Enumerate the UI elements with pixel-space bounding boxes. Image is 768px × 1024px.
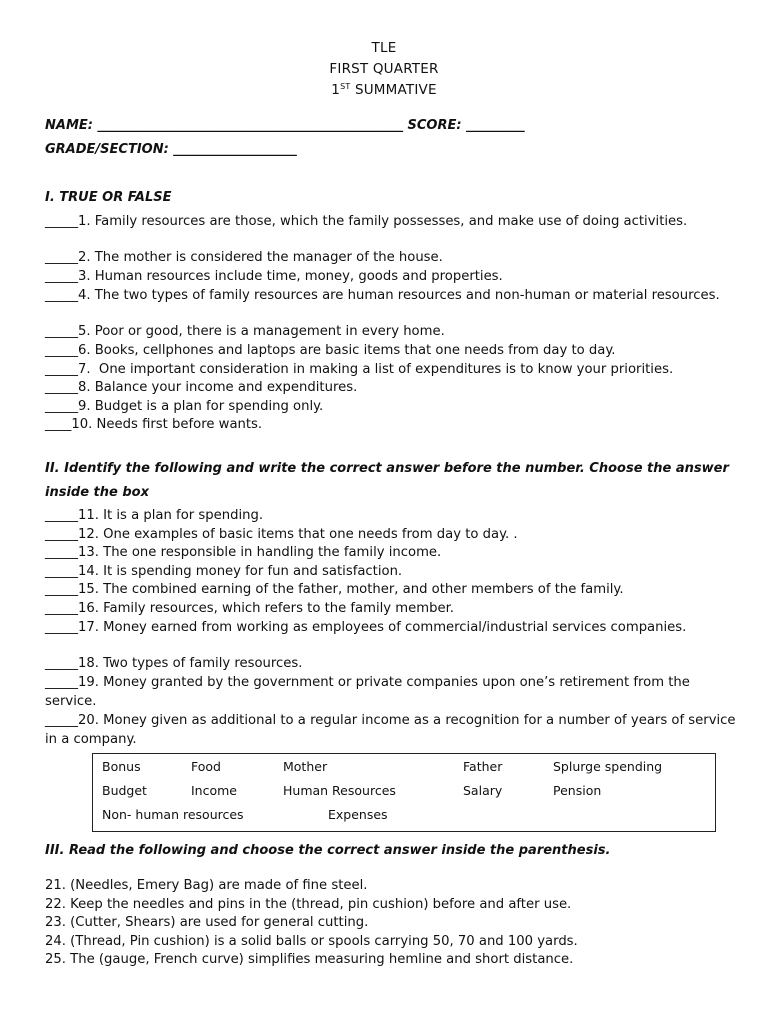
choice-mother: Mother [283, 759, 328, 774]
choice-expenses: Expenses [328, 807, 388, 822]
question-4: _____4. The two types of family resources are human resources and non-human or material resources. [45, 288, 720, 303]
question-17: _____17. Money earned from working as employees of commercial/industrial services companies. [45, 620, 687, 635]
question-1: _____1. Family resources are those, which the family possesses, and make use of doing activities. [45, 214, 688, 229]
question-6: _____6. Books, cellphones and laptops are basic items that one needs from day to day. [45, 343, 616, 358]
choice-human-resources: Human Resources [283, 783, 396, 798]
subject-title: TLE [371, 40, 397, 56]
question-5: _____5. Poor or good, there is a management in every home. [45, 324, 445, 339]
choice-food: Food [191, 759, 221, 774]
choice-bonus: Bonus [102, 759, 141, 774]
summative-label: SUMMATIVE [350, 82, 437, 98]
answer-choices-box [92, 753, 716, 832]
grade-section-field[interactable]: GRADE/SECTION: ___________________ [45, 142, 297, 157]
part1-title: I. TRUE OR FALSE [45, 190, 172, 205]
part2-title-line2: inside the box [45, 485, 149, 500]
question-22: 22. Keep the needles and pins in the (thread, pin cushion) before and after use. [45, 897, 572, 912]
summative-title [0, 82, 768, 98]
name-score-field[interactable]: NAME: _______________________________________________ SCORE: _________ [45, 118, 525, 133]
part3-title: III. Read the following and choose the correct answer inside the parenthesis. [45, 843, 611, 858]
quarter-title: FIRST QUARTER [329, 61, 439, 77]
question-8: _____8. Balance your income and expenditures. [45, 380, 358, 395]
question-9: _____9. Budget is a plan for spending only. [45, 399, 324, 414]
question-25: 25. The (gauge, French curve) simplifies measuring hemline and short distance. [45, 952, 574, 967]
choice-pension: Pension [553, 783, 602, 798]
choice-non-human-resources: Non- human resources [102, 807, 244, 822]
part2-title-line1: II. Identify the following and write the correct answer before the number. Choose the answer [45, 461, 729, 476]
question-14: _____14. It is spending money for fun and satisfaction. [45, 564, 403, 579]
question-19: _____19. Money granted by the government or private companies upon one’s retirement from the service. [45, 675, 690, 709]
question-11: _____11. It is a plan for spending. [45, 508, 264, 523]
choice-splurge-spending: Splurge spending [553, 759, 663, 774]
question-13: _____13. The one responsible in handling the family income. [45, 545, 442, 560]
question-16: _____16. Family resources, which refers to the family member. [45, 601, 454, 616]
question-24: 24. (Thread, Pin cushion) is a solid balls or spools carrying 50, 70 and 100 yards. [45, 934, 578, 949]
summative-ordinal: ST [340, 82, 351, 91]
question-15: _____15. The combined earning of the father, mother, and other members of the family. [45, 582, 624, 597]
choice-salary: Salary [463, 783, 503, 798]
choice-budget: Budget [102, 783, 147, 798]
question-18: _____18. Two types of family resources. [45, 656, 303, 671]
question-21: 21. (Needles, Emery Bag) are made of fine steel. [45, 878, 368, 893]
choice-income: Income [191, 783, 237, 798]
question-23: 23. (Cutter, Shears) are used for general cutting. [45, 915, 369, 930]
summative-number: 1 [331, 82, 341, 98]
question-12: _____12. One examples of basic items that one needs from day to day. . [45, 527, 518, 542]
question-10: ____10. Needs first before wants. [45, 417, 263, 432]
question-20: _____20. Money given as additional to a regular income as a recognition for a number of years of service in a company. [45, 713, 736, 747]
question-2: _____2. The mother is considered the manager of the house. [45, 250, 443, 265]
choice-father: Father [463, 759, 503, 774]
question-3: _____3. Human resources include time, money, goods and properties. [45, 269, 503, 284]
question-7: _____7. One important consideration in making a list of expenditures is to know your priorities. [45, 362, 674, 377]
